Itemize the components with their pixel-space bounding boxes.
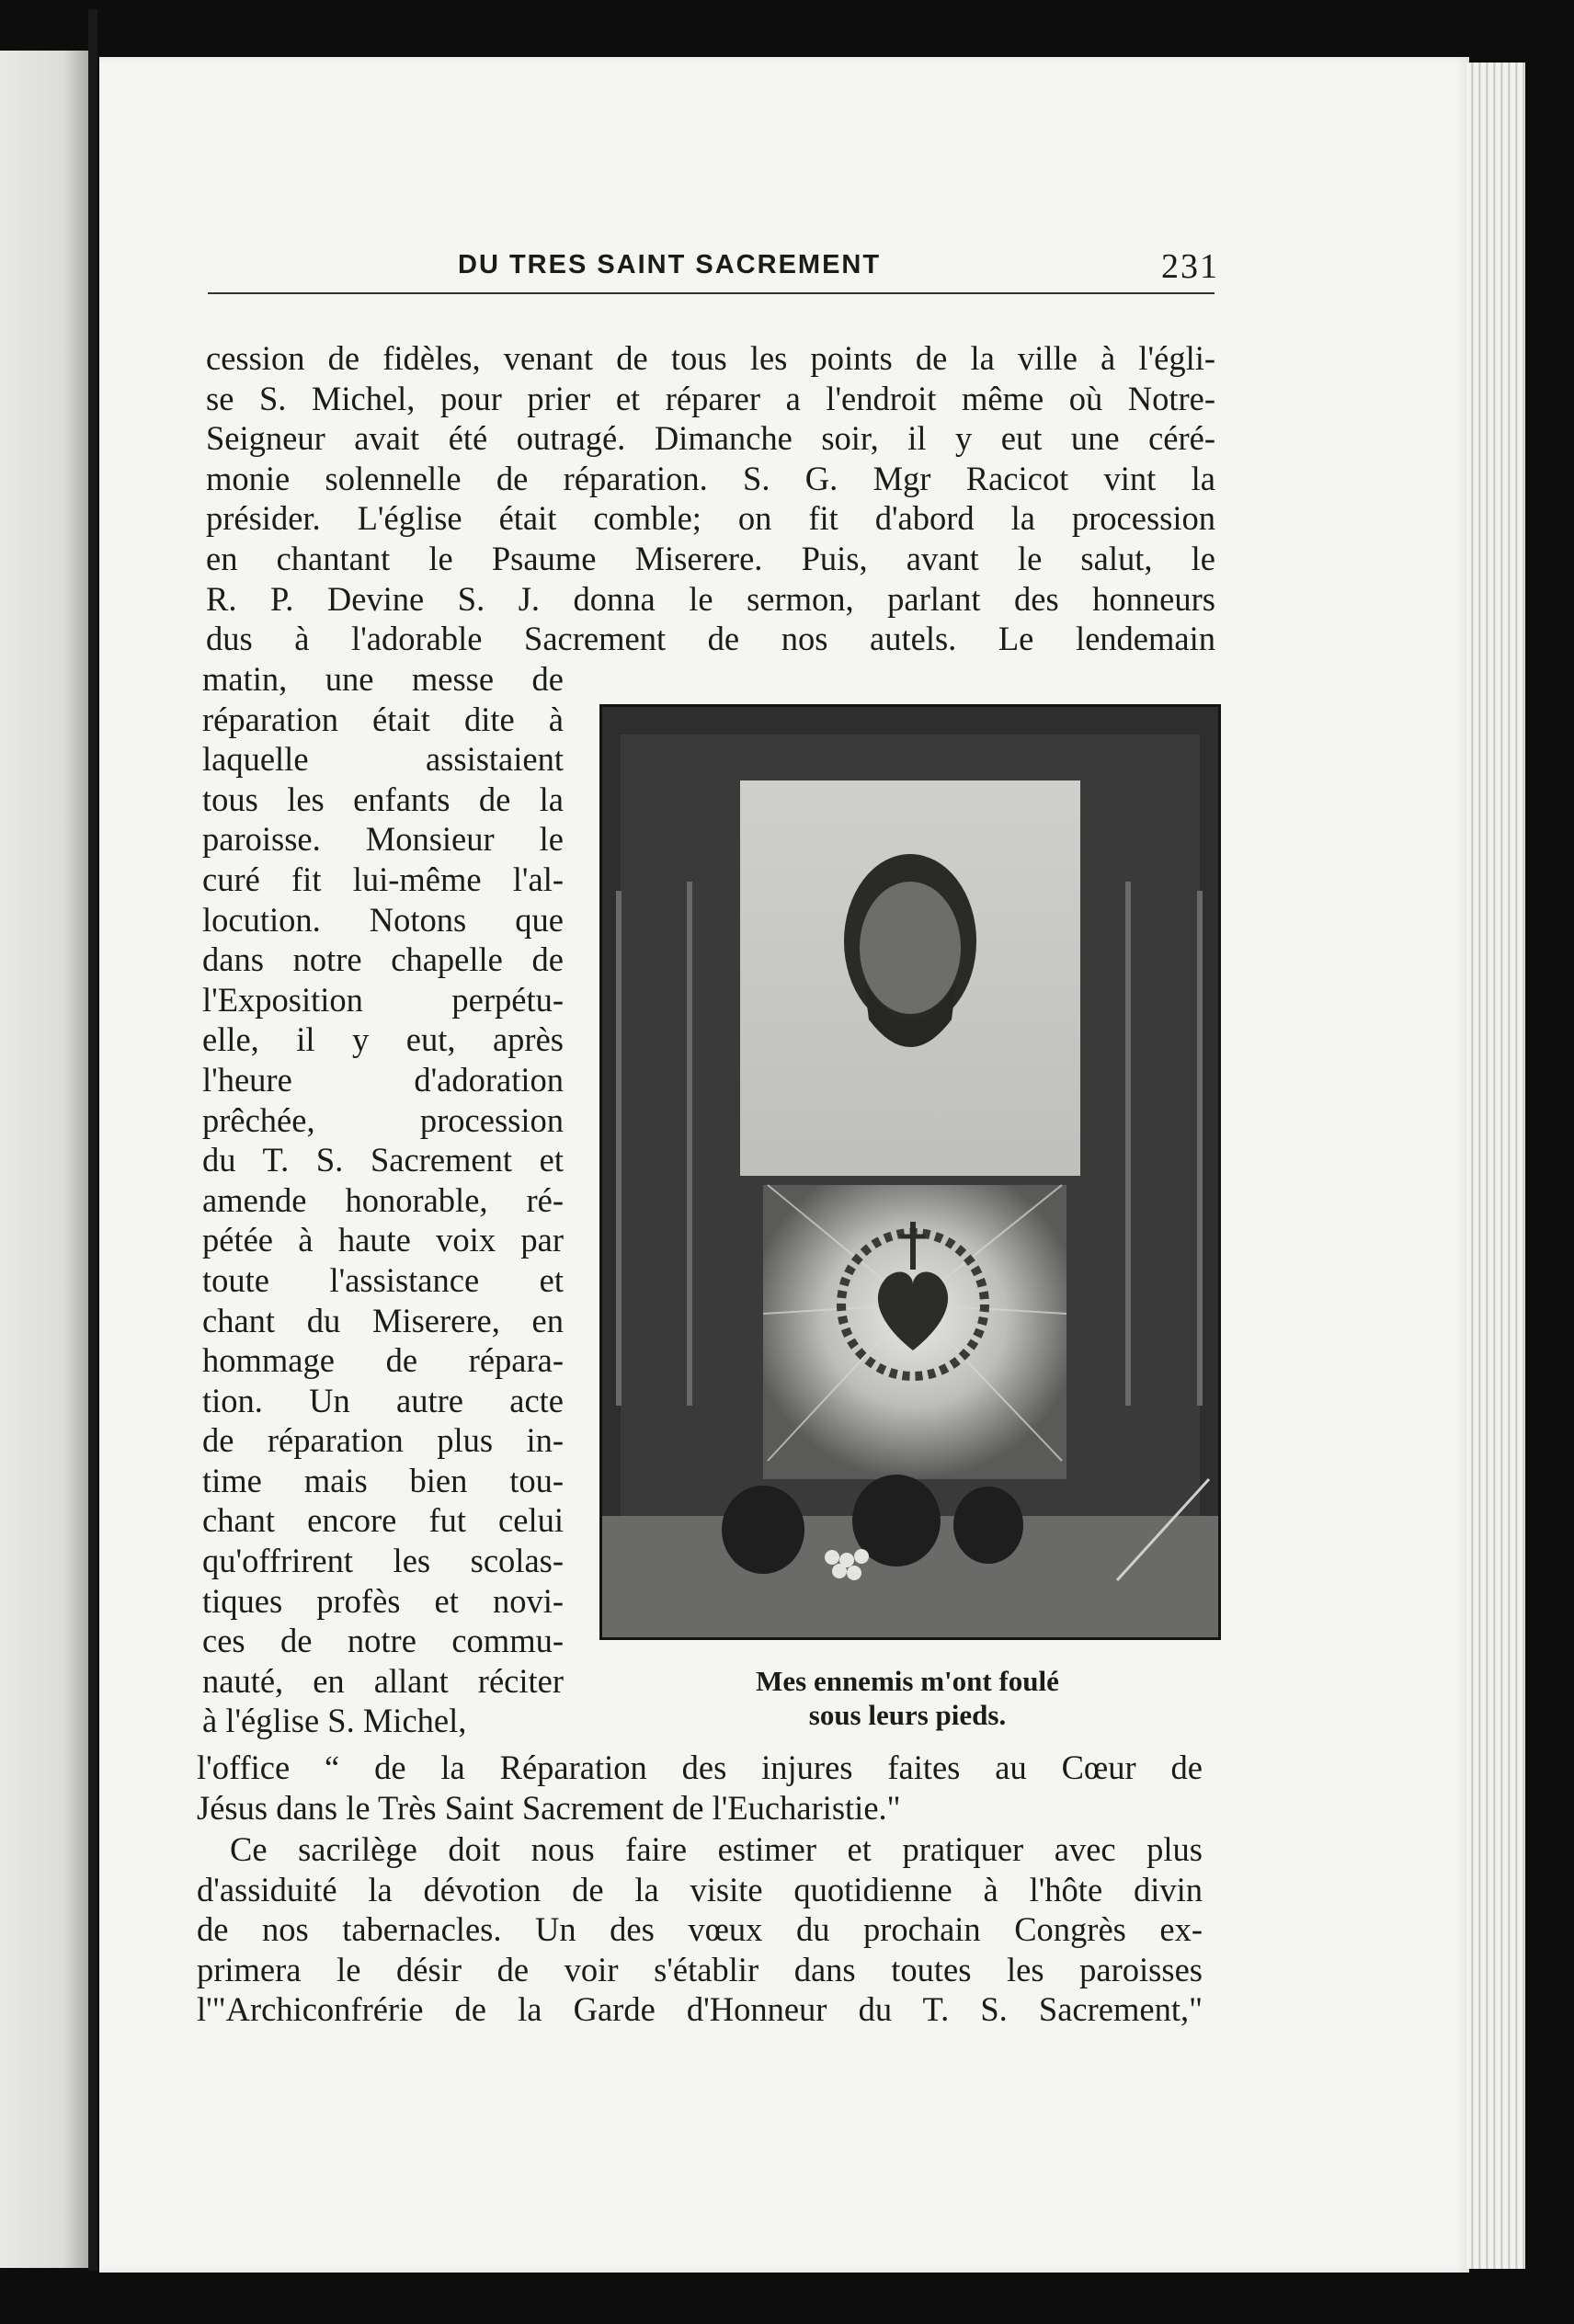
text-line: paroisse. Monsieur le: [202, 820, 564, 859]
text-line: l'office “ de la Réparation des injures faites au Cœur de: [197, 1749, 1203, 1786]
caption-line: sous leurs pieds.: [808, 1699, 1007, 1731]
text-line: laquelle assistaient: [202, 740, 564, 779]
paragraph-2: [197, 1829, 1203, 2030]
text-line: de réparation plus in-: [202, 1421, 564, 1460]
text-line: locution. Notons que: [202, 900, 564, 939]
text-line: tion. Un autre acte: [202, 1381, 564, 1419]
text-line: se S. Michel, pour prier et réparer a l'endroit même où Notre-: [206, 379, 1215, 417]
paragraph-1-tail: [197, 1748, 1203, 1828]
text-line: présider. L'église était comble; on fit d'abord la procession: [206, 499, 1215, 538]
text-line: du T. S. Sacrement et: [202, 1141, 564, 1179]
text-line: primera le désir de voir s'établir dans toutes les paroisses: [197, 1950, 1203, 1988]
text-line: dans notre chapelle de: [202, 940, 564, 979]
text-line: de nos tabernacles. Un des vœux du prochain Congrès ex-: [197, 1910, 1203, 1949]
text-line: l'Exposition perpétu-: [202, 980, 564, 1019]
narrow-column-text: [202, 659, 564, 1741]
text-line: à l'église S. Michel,: [202, 1702, 467, 1740]
text-line: toute l'assistance et: [202, 1260, 564, 1299]
text-line: curé fit lui-même l'al-: [202, 860, 564, 898]
text-line: l'heure d'adoration: [202, 1060, 564, 1099]
book-binding: [88, 9, 97, 2271]
text-line: monie solennelle de réparation. S. G. Mgr Racicot vint la: [206, 459, 1215, 497]
text-line: amende honorable, ré-: [202, 1180, 564, 1219]
text-line: d'assiduité la dévotion de la visite quotidienne à l'hôte divin: [197, 1870, 1203, 1908]
text-line: elle, il y eut, après: [202, 1020, 564, 1059]
page-number: 231: [1161, 247, 1219, 286]
caption-line: Mes ennemis m'ont foulé: [756, 1665, 1059, 1697]
running-head: [208, 241, 1219, 296]
previous-page-edge: [0, 51, 90, 2268]
running-head-title: DU TRES SAINT SACREMENT: [458, 250, 882, 279]
text-line: chant du Miserere, en: [202, 1301, 564, 1339]
text-line: nauté, en allant réciter: [202, 1661, 564, 1700]
text-line: Jésus dans le Très Saint Sacrement de l'Eucharistie.": [197, 1788, 901, 1827]
text-line: ces de notre commu-: [202, 1622, 564, 1660]
text-line: matin, une messe de: [202, 660, 564, 698]
text-line: hommage de répara-: [202, 1341, 564, 1380]
devotional-photograph: [599, 704, 1221, 1640]
text-line: R. P. Devine S. J. donna le sermon, parlant des honneurs: [206, 579, 1215, 618]
text-line: Seigneur avait été outragé. Dimanche soir, il y eut une céré-: [206, 419, 1215, 458]
text-line: cession de fidèles, venant de tous les points de la ville à l'égli-: [206, 339, 1215, 377]
sacred-heart-emblem: [763, 1185, 1066, 1479]
text-line: en chantant le Psaume Miserere. Puis, avant le salut, le: [206, 539, 1215, 577]
text-line: réparation était dite à: [202, 700, 564, 738]
paragraph-1: [206, 338, 1215, 659]
text-line: Ce sacrilège doit nous faire estimer et pratiquer avec plus: [230, 1830, 1203, 1868]
text-line: dus à l'adorable Sacrement de nos autels. Le lendemain: [206, 620, 1215, 658]
text-line: tiques profès et novi-: [202, 1581, 564, 1620]
text-line: qu'offrirent les scolas-: [202, 1542, 564, 1580]
text-line: tous les enfants de la: [202, 780, 564, 818]
text-line: prêchée, procession: [202, 1100, 564, 1139]
header-rule: [208, 292, 1215, 294]
veil-of-veronica: [740, 780, 1080, 1176]
text-line: time mais bien tou-: [202, 1461, 564, 1499]
text-line: l'"Archiconfrérie de la Garde d'Honneur du T. S. Sacrement,": [197, 1990, 1203, 2029]
text-line: chant encore fut celui: [202, 1501, 564, 1540]
figure-caption: [599, 1664, 1215, 1732]
text-line: pétée à haute voix par: [202, 1221, 564, 1259]
page-stack-edge: [1466, 63, 1525, 2269]
